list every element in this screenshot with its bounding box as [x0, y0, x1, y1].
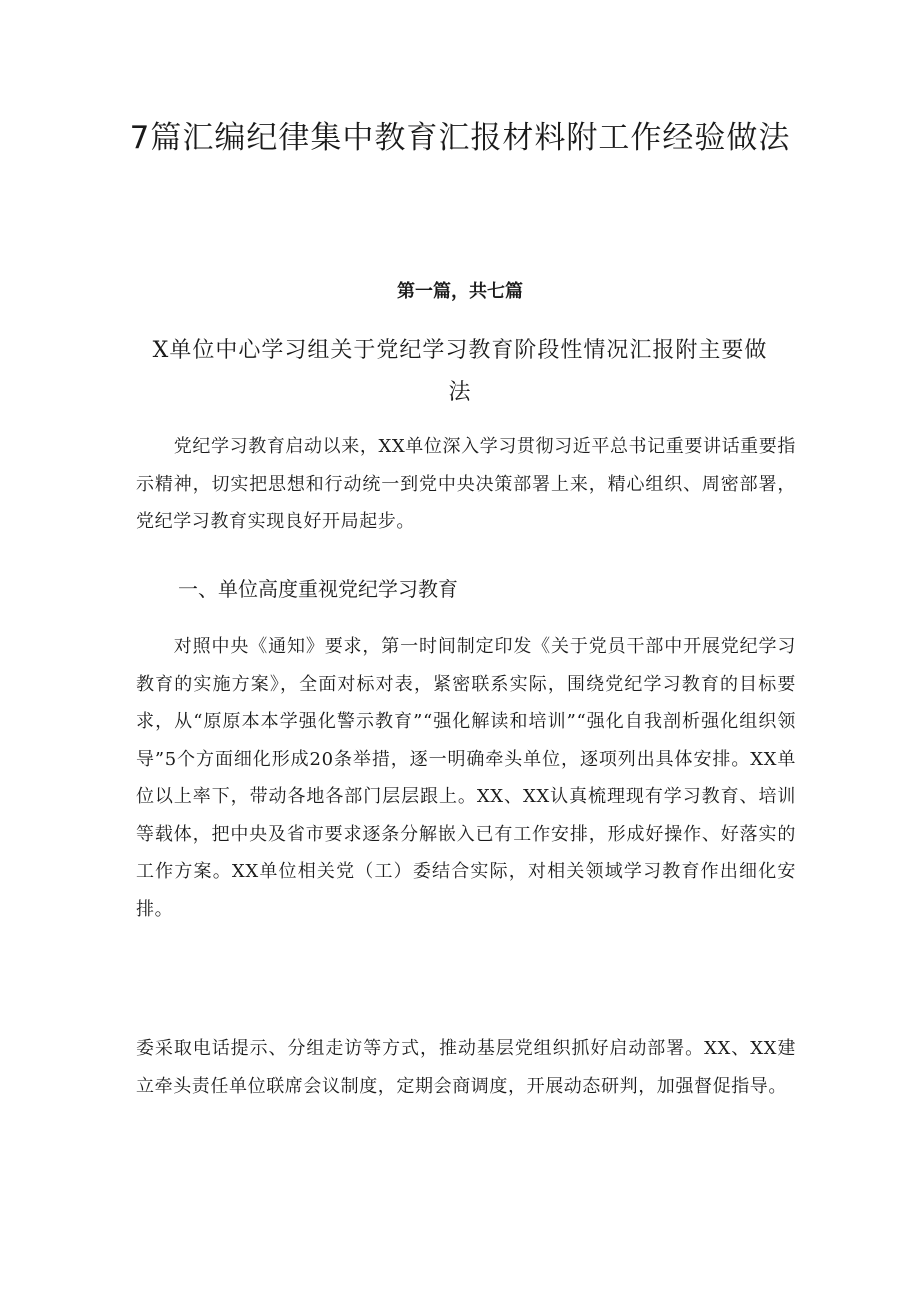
article-title: X单位中心学习组关于党纪学习教育阶段性情况汇报附主要做法 — [152, 338, 768, 405]
section-label: 第一篇，共七篇 — [397, 281, 523, 302]
body-paragraph: 对照中央《通知》要求，第一时间制定印发《关于党员干部中开展党纪学习教育的实施方案》，全面对标对表，紧密联系实际，围绕党纪学习教育的目标要求，从“原原本本学强化警示教育”“强化解读和培训”“强化自我剖析强化组织领导”5个方面细化形成20条举措，逐一明确牵头单位，逐项列出具体安排。XX单位以上率下，带动各地各部门层层跟上。XX、XX认真梳理现有学习教育、培训等载体，把中央及省市要求逐条分解嵌入已有工作安排，形成好操作、好落实的工作方案。XX单位相关党（工）委结合实际，对相关领域学习教育作出细化安排。 — [136, 636, 796, 920]
section-heading: 一、单位高度重视党纪学习教育 — [178, 577, 458, 601]
document-title: 7篇汇编纪律集中教育汇报材料附工作经验做法 — [129, 120, 791, 156]
intro-paragraph: 党纪学习教育启动以来，XX单位深入学习贯彻习近平总书记重要讲话重要指示精神，切实把思想和行动统一到党中央决策部署上来，精心组织、周密部署，党纪学习教育实现良好开局起步。 — [136, 436, 796, 532]
continuation-paragraph: 委采取电话提示、分组走访等方式，推动基层党组织抓好启动部署。XX、XX建立牵头责任单位联席会议制度，定期会商调度，开展动态研判，加强督促指导。 — [136, 1038, 796, 1097]
